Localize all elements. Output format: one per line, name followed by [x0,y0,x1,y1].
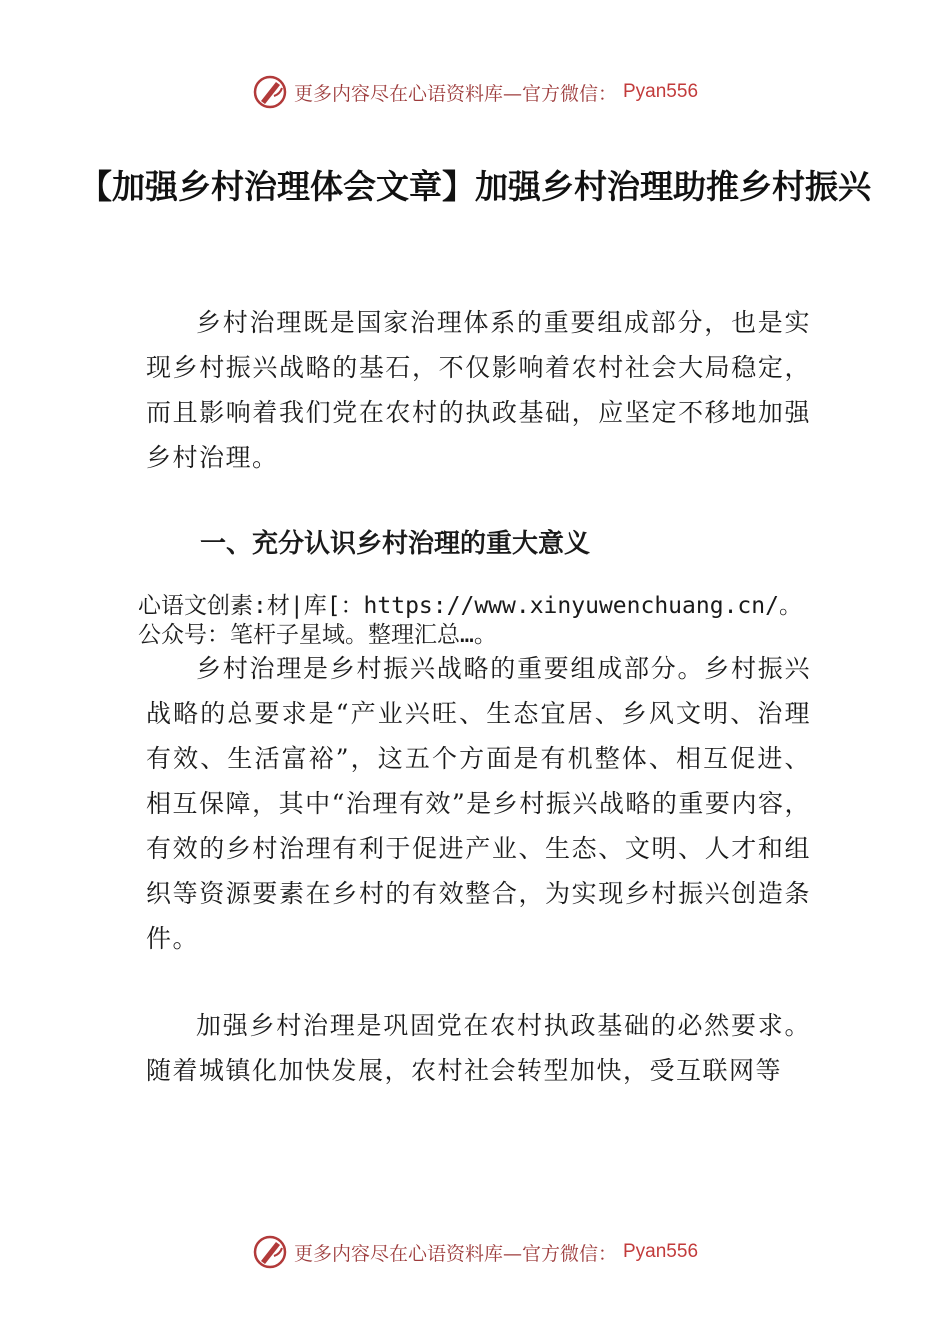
source-note-line-1: 心语文创素:材|库[：https://www.xinyuwenchuang.cn/。 [138,593,802,619]
footer-banner [0,1234,950,1270]
document-title: 【加强乡村治理体会文章】加强乡村治理助推乡村振兴 [79,167,871,206]
header-banner [0,74,950,110]
pen-logo-icon [252,74,288,110]
section-heading: 一、充分认识乡村治理的重大意义 [200,529,591,559]
source-note-line-2: 公众号：笔杆子星域。整理汇总…。 [138,622,497,648]
source-note [138,592,838,650]
banner-text: 更多内容尽在心语资料库—官方微信： [293,1242,617,1265]
body-paragraph-1: 乡村治理是乡村振兴战略的重要组成部分。乡村振兴战略的总要求是“产业兴旺、生态宜居、乡风文明、治理有效、生活富裕”，这五个方面是有机整体、相互促进、相互保障，其中“治理有效”是乡村振兴战略的重要内容，有效的乡村治理有利于促进产业、生态、文明、人才和组织等资源要素在乡村的有效整合，为实现乡村振兴创造条件。 [146,654,811,953]
wechat-id: Pyan556 [623,1241,699,1262]
intro-paragraph: 乡村治理既是国家治理体系的重要组成部分，也是实现乡村振兴战略的基石，不仅影响着农村社会大局稳定，而且影响着我们党在农村的执政基础，应坚定不移地加强乡村治理。 [146,308,811,472]
pen-logo-icon [252,1234,288,1270]
body-paragraph-2: 加强乡村治理是巩固党在农村执政基础的必然要求。随着城镇化加快发展，农村社会转型加快，受互联网等 [146,1011,811,1085]
wechat-id: Pyan556 [623,81,699,102]
banner-text: 更多内容尽在心语资料库—官方微信： [293,82,617,105]
